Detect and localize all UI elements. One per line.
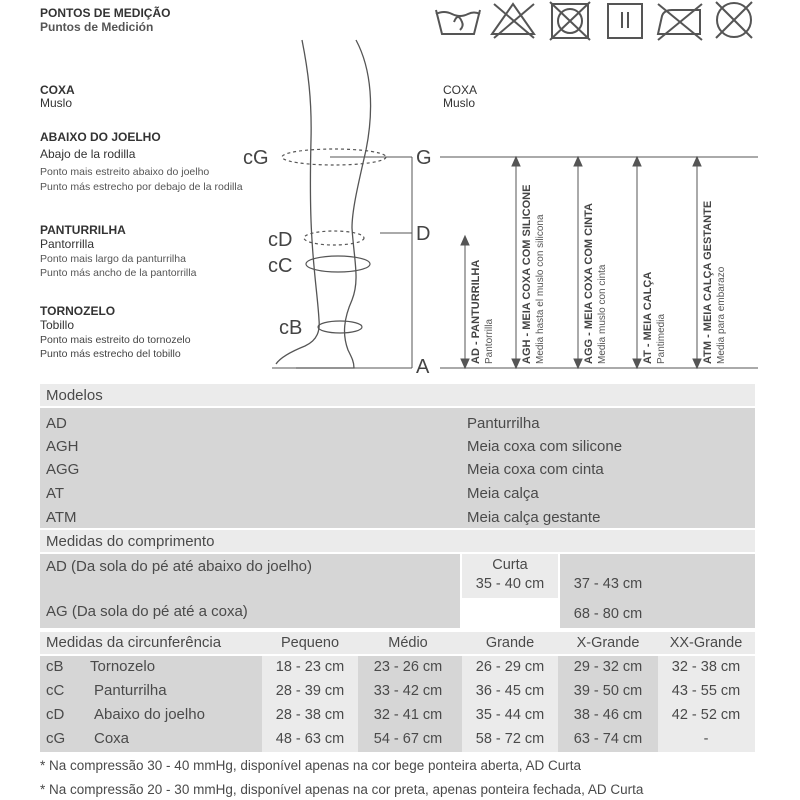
size-column-header: Grande [485,635,535,651]
length-arrow-sublabel: Media hasta el muslo con silicona [535,214,546,364]
size-column-header: X-Grande [576,635,640,651]
panturrilha-label-pt: PANTURRILHA [40,223,126,237]
circ-value: 28 - 39 cm [275,683,345,699]
circ-value: 48 - 63 cm [275,731,345,747]
right-coxa-label-es: Muslo [443,96,476,110]
header-subtitle: Puntos de Medición [40,20,154,34]
marker-a: A [416,356,430,378]
arrow-down-icon [633,359,641,368]
circ-value: 42 - 52 cm [671,707,741,723]
circ-value: 18 - 23 cm [275,659,345,675]
panturrilha-desc-pt: Ponto mais largo da panturrilha [40,253,186,265]
cb-ring [318,321,362,333]
circ-value: 39 - 50 cm [573,683,643,699]
length-arrow-sublabel: Pantorrilla [484,318,495,364]
ag-length-label: AG (Da sola do pé até a coxa) [46,603,248,620]
length-arrow-label: ATM - MEIA CALÇA GESTANTE [702,200,714,364]
length-arrow-sublabel: Media muslo con cinta [597,264,608,364]
length-arrow-label: AGH - MEIA COXA COM SILICONE [521,184,533,364]
arrow-up-icon [633,157,641,166]
marker-d: D [416,223,431,245]
arrow-up-icon [512,157,520,166]
joelho-desc-es: Punto más estrecho por debajo de la rodilla [40,181,243,193]
tornozelo-label-pt: TORNOZELO [40,304,116,318]
length-arrow-label: AGG - MEIA COXA COM CINTA [583,203,595,364]
marker-cb: cB [279,317,303,339]
model-code: ATM [46,509,77,526]
right-coxa-label-pt: COXA [443,83,478,97]
tornozelo-desc-pt: Ponto mais estreito do tornozelo [40,334,191,346]
joelho-label-es: Abajo de la rodilla [40,147,136,161]
coxa-label-es: Muslo [40,96,73,110]
model-code: AD [46,415,67,432]
circ-value: 26 - 29 cm [475,659,545,675]
circ-value: 35 - 44 cm [475,707,545,723]
marker-cd: cD [268,229,293,251]
marker-g: G [416,147,432,169]
circ-value: 29 - 32 cm [573,659,643,675]
arrow-up-icon [461,236,469,245]
circ-value: 38 - 46 cm [573,707,643,723]
circ-value: 28 - 38 cm [275,707,345,723]
arrow-down-icon [693,359,701,368]
model-name: Panturrilha [467,415,540,432]
leg-diagram [0,0,800,380]
footnote-1: * Na compressão 30 - 40 mmHg, disponível apenas na cor bege ponteira aberta, AD Curta [40,758,582,773]
circ-code: cD [46,706,65,723]
ad-length-value: 37 - 43 cm [573,576,643,592]
header-title: PONTOS DE MEDIÇÃO [40,6,171,20]
arrow-down-icon [574,359,582,368]
circ-value: 43 - 55 cm [671,683,741,699]
cc-ring [306,256,370,272]
circ-name: Tornozelo [90,658,156,675]
circ-value: 32 - 38 cm [671,659,741,675]
marker-cg: cG [243,147,269,169]
model-code: AGH [46,438,79,455]
footnote-2: * Na compressão 20 - 30 mmHg, disponível apenas na cor preta, apenas ponteira fechada, AD Curta [40,782,644,797]
panturrilha-label-es: Pantorrilla [40,237,95,251]
modelos-header: Modelos [46,387,103,404]
model-code: AGG [46,461,80,478]
panturrilha-desc-es: Punto más ancho de la pantorrilla [40,267,197,279]
circ-value: 33 - 42 cm [373,683,443,699]
model-name: Meia coxa com cinta [467,461,604,478]
circ-value: 54 - 67 cm [373,731,443,747]
ag-length-value: 68 - 80 cm [573,606,643,622]
curta-label: Curta [492,557,528,573]
arrow-down-icon [512,359,520,368]
coxa-label-pt: COXA [40,83,75,97]
circ-name: Abaixo do joelho [94,706,205,723]
circ-code: cG [46,730,66,747]
circ-code: cB [46,658,64,675]
comprimento-header: Medidas do comprimento [46,533,215,550]
size-column-header: Médio [388,635,428,651]
curta-value: 35 - 40 cm [475,576,545,592]
size-column-header: Pequeno [280,635,340,651]
size-column-header: XX-Grande [669,635,743,651]
circ-header: Medidas da circunferência [46,634,222,651]
arrow-up-icon [574,157,582,166]
circ-name: Panturrilha [94,682,167,699]
model-code: AT [46,485,65,502]
tornozelo-desc-es: Punto más estrecho del tobillo [40,348,181,360]
tornozelo-label-es: Tobillo [40,318,75,332]
modelos-header-band [40,384,755,406]
marker-cc: cC [268,255,293,277]
arrow-down-icon [461,359,469,368]
circ-value: 32 - 41 cm [373,707,443,723]
model-name: Meia calça gestante [467,509,601,526]
modelos-band [40,408,755,528]
model-name: Meia coxa com silicone [467,438,623,455]
length-arrow-label: AD - PANTURRILHA [470,259,482,364]
circumference-rings [282,149,386,333]
length-arrow-label: AT - MEIA CALÇA [642,271,654,364]
circ-name: Coxa [94,730,130,747]
circ-value: 36 - 45 cm [475,683,545,699]
circ-value: 58 - 72 cm [475,731,545,747]
joelho-label-pt: ABAIXO DO JOELHO [40,130,161,144]
length-arrow-sublabel: Pantimedia [656,313,667,364]
circ-value: - [703,731,709,747]
ad-length-label: AD (Da sola do pé até abaixo do joelho) [46,558,313,575]
cd-ring [304,231,364,245]
circ-value: 63 - 74 cm [573,731,643,747]
length-arrow-sublabel: Media para embarazo [716,266,727,364]
joelho-desc-pt: Ponto mais estreito abaixo do joelho [40,166,210,178]
arrow-up-icon [693,157,701,166]
circ-value: 23 - 26 cm [373,659,443,675]
circ-code: cC [46,682,65,699]
model-name: Meia calça [467,485,539,502]
